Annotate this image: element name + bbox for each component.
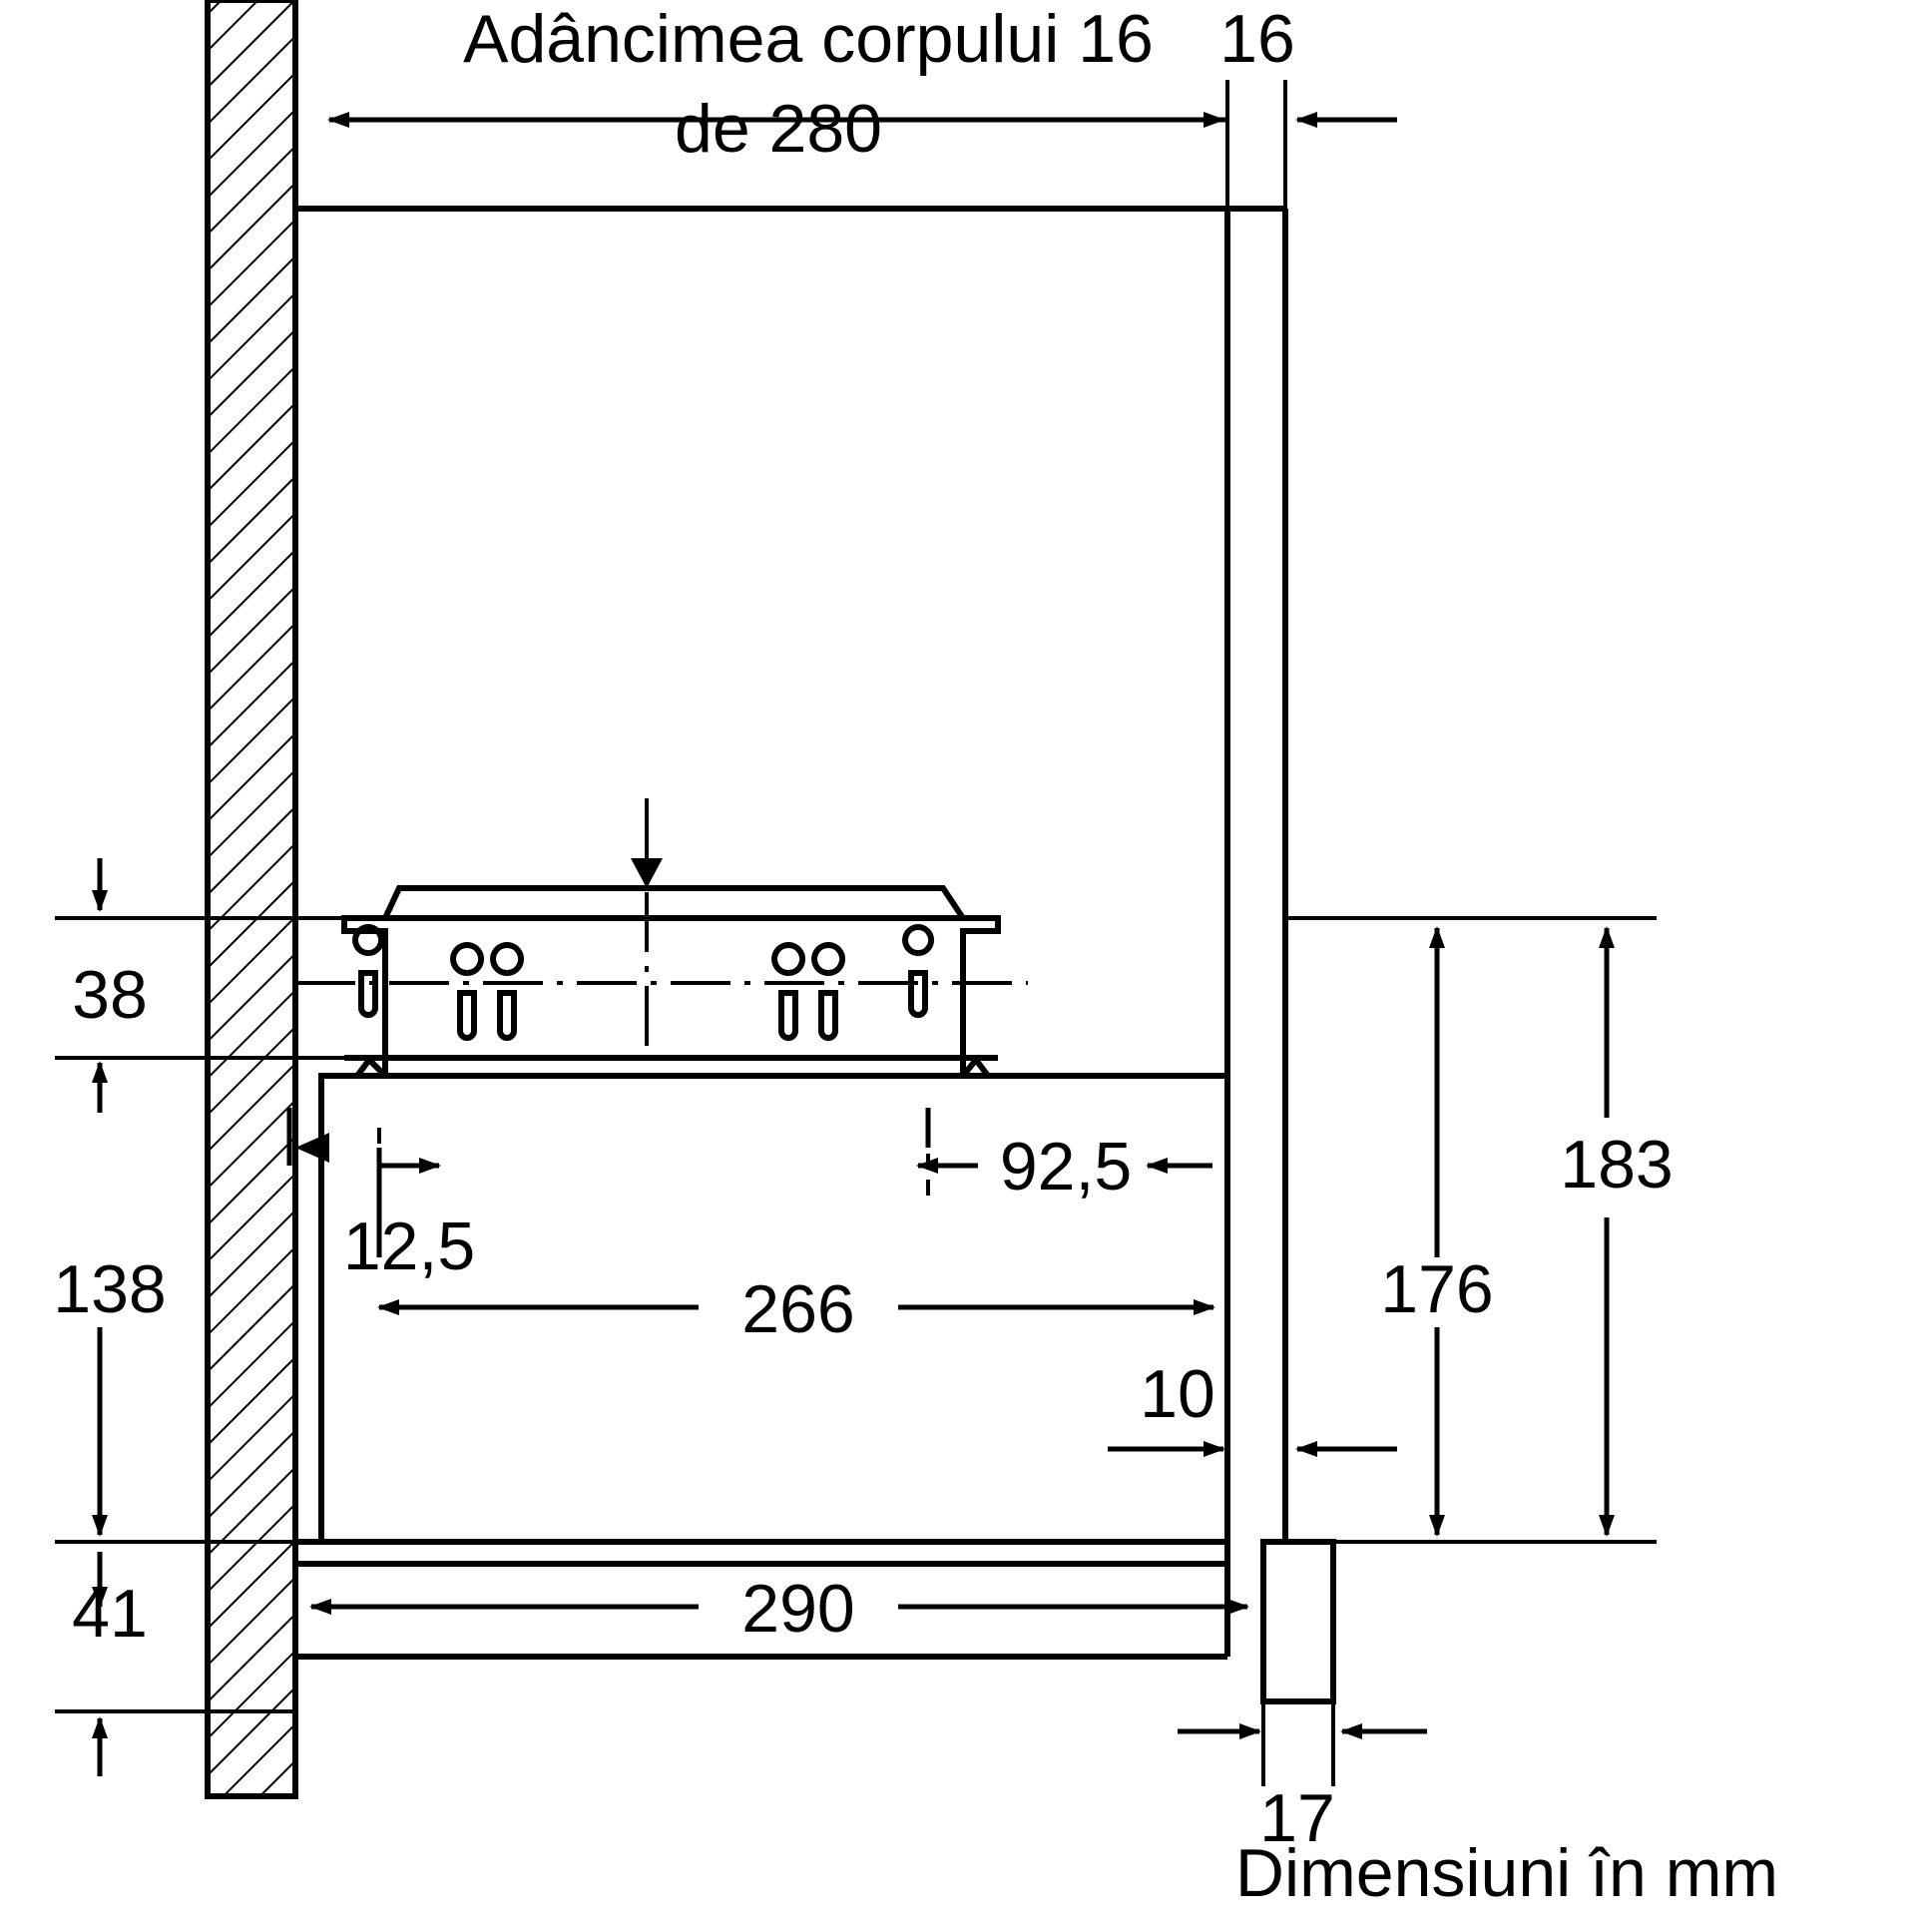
- label-gap-16: 16: [1219, 1, 1295, 77]
- label-dim-17: 17: [1259, 1780, 1335, 1856]
- label-footer-note: Dimensiuni în mm: [1234, 1835, 1779, 1911]
- label-dim-176: 176: [1380, 1251, 1494, 1327]
- label-dim-38: 38: [72, 957, 148, 1033]
- wall-reference-arrow: [295, 1133, 329, 1163]
- mounting-bracket: [295, 798, 1028, 1058]
- wall-section: [208, 0, 295, 1796]
- label-title-line2: de 280: [675, 91, 882, 167]
- label-dim-183: 183: [1560, 1127, 1674, 1203]
- dimension-arrows: [100, 120, 1607, 1776]
- label-dim-138: 138: [53, 1251, 167, 1327]
- label-dim-12-5: 12,5: [342, 1208, 476, 1284]
- label-dim-266: 266: [741, 1271, 855, 1347]
- label-dim-41: 41: [72, 1576, 148, 1652]
- label-dim-10: 10: [1140, 1356, 1215, 1432]
- label-dim-92-5: 92,5: [999, 1129, 1133, 1205]
- label-title-line1: Adâncimea corpului 16: [463, 1, 1154, 77]
- label-dim-290: 290: [741, 1571, 855, 1647]
